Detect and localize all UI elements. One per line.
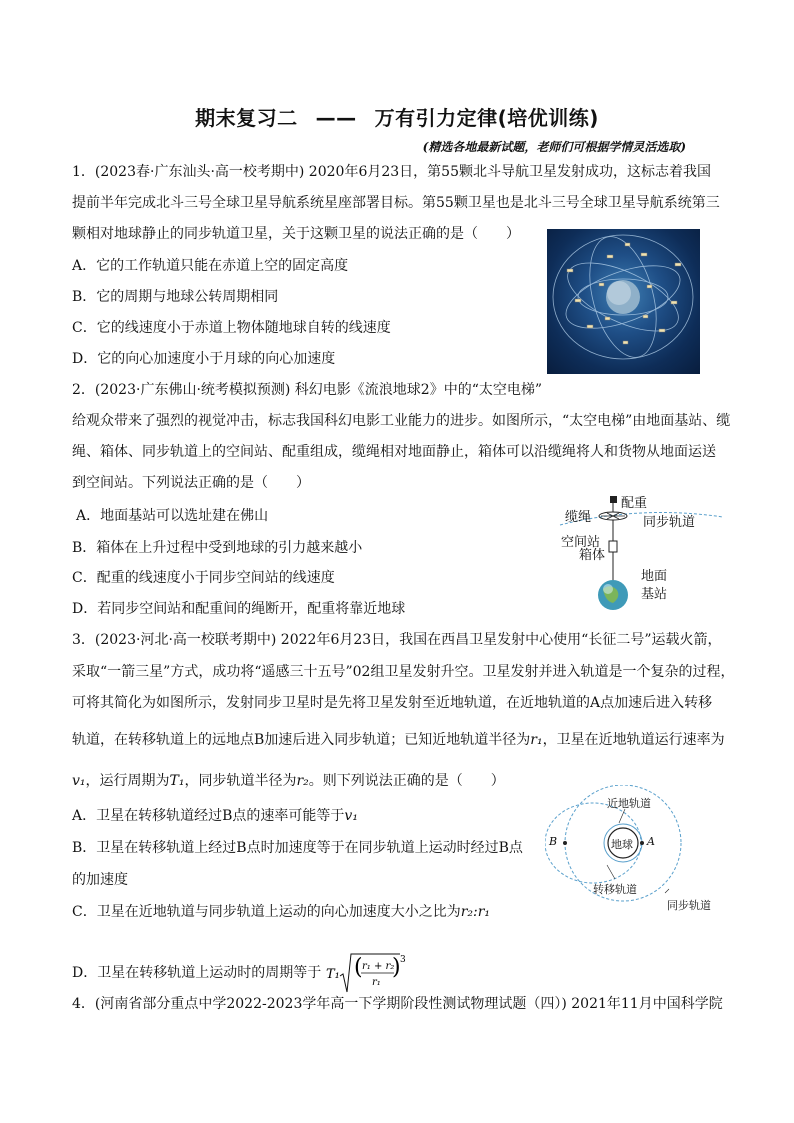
svg-text:T₁: T₁ bbox=[325, 967, 340, 982]
point-b bbox=[563, 841, 567, 845]
q1-line3: 颗相对地球静止的同步轨道卫星，关于这颗卫星的说法正确的是（ ） bbox=[72, 226, 520, 242]
q1-line1: 1．(2023春·广东汕头·高一校考期中) 2020年6月23日，第55颗北斗导航卫星发射成功，这标志着我国 bbox=[72, 164, 711, 180]
symbol-T1: T₁ bbox=[169, 773, 185, 789]
beidou-constellation-image bbox=[547, 229, 700, 374]
title-left: 期末复习二 bbox=[195, 106, 298, 130]
q3-option-b-line1: B．卫星在转移轨道上经过B点时加速度等于在同步轨道上运动时经过B点 bbox=[72, 840, 523, 856]
q2-option-d: D．若同步空间站和配重间的绳断开，配重将靠近地球 bbox=[72, 601, 406, 617]
label-ground2: 基站 bbox=[641, 587, 668, 602]
q3-option-c: C．卫星在近地轨道与同步轨道上运动的向心加速度大小之比为r₂:r₁ bbox=[72, 904, 491, 920]
svg-text:r₁ + r₂: r₁ + r₂ bbox=[361, 961, 395, 972]
q1-line2: 提前半年完成北斗三号全球卫星导航系统星座部署目标。第55颗卫星也是北斗三号全球卫星导航系统第三 bbox=[72, 195, 720, 211]
q3-line3: 可将其简化为如图所示，发射同步卫星时是先将卫星发射至近地轨道，在近地轨道的A点加速后进入转移 bbox=[72, 695, 713, 711]
svg-text:3: 3 bbox=[399, 955, 406, 965]
label-a: A bbox=[647, 835, 655, 848]
q2-option-b: B．箱体在上升过程中受到地球的引力越来越小 bbox=[72, 540, 363, 556]
label-box: 箱体 bbox=[579, 548, 606, 563]
counterweight-icon bbox=[610, 496, 617, 503]
title-dash: —— bbox=[315, 106, 357, 130]
q3-line5: v₁，运行周期为T₁，同步轨道半径为r₂。则下列说法正确的是（ ） bbox=[72, 773, 505, 789]
title-right: 万有引力定律(培优训练) bbox=[374, 106, 599, 130]
q2-line2: 给观众带来了强烈的视觉冲击，标志我国科幻电影工业能力的进步。如图所示，“太空电梯”由地面基站、缆 bbox=[72, 413, 731, 429]
orbit-transfer-figure bbox=[545, 785, 725, 915]
q2-line3: 绳、箱体、同步轨道上的空间站、配重组成，缆绳相对地面静止，箱体可以沿缆绳将人和货物从地面运送 bbox=[72, 444, 716, 460]
q3-option-b-line2: 的加速度 bbox=[72, 872, 128, 888]
q3-line2: 采取“一箭三星”方式，成功将“遥感三十五号”02组卫星发射升空。卫星发射并进入轨道是一个复杂的过程， bbox=[72, 664, 735, 680]
svg-text:(: ( bbox=[353, 955, 363, 980]
label-transfer-orbit: 转移轨道 bbox=[593, 883, 637, 896]
period-formula bbox=[326, 948, 408, 998]
elevator-box-icon bbox=[609, 541, 617, 552]
label-sync-orbit: 同步轨道 bbox=[667, 899, 711, 912]
q2-line1: 2．(2023·广东佛山·统考模拟预测) 科幻电影《流浪地球2》中的“太空电梯” bbox=[72, 382, 543, 398]
q2-line4: 到空间站。下列说法正确的是（ ） bbox=[72, 475, 310, 491]
label-cable: 缆绳 bbox=[565, 510, 592, 525]
q3-line4: 轨道，在转移轨道上的远地点B加速后进入同步轨道；已知近地轨道半径为r₁，卫星在近地轨道运行速率为 bbox=[72, 732, 725, 748]
label-sync-orbit: 同步轨道 bbox=[643, 515, 696, 530]
svg-text:r₁: r₁ bbox=[371, 977, 381, 988]
symbol-r2: r₂ bbox=[296, 773, 309, 789]
label-earth: 地球 bbox=[611, 838, 633, 851]
label-b: B bbox=[549, 835, 558, 848]
label-station: 空间站 bbox=[561, 535, 601, 550]
q4-line1: 4．(河南省部分重点中学2022-2023学年高一下学期阶段性测试物理试题（四）) 2021年11月中国科学院 bbox=[72, 996, 723, 1012]
point-a bbox=[640, 841, 644, 845]
q3-line1: 3．(2023·河北·高一校联考期中) 2022年6月23日，我国在西昌卫星发射中心使用“长征二号”运载火箭， bbox=[72, 632, 722, 648]
space-elevator-figure bbox=[555, 495, 725, 615]
q2-option-c: C．配重的线速度小于同步空间站的线速度 bbox=[72, 570, 335, 586]
page-title bbox=[0, 102, 794, 131]
q1-option-d: D．它的向心加速度小于月球的向心加速度 bbox=[72, 351, 336, 367]
constellation-illustration bbox=[547, 229, 700, 374]
q3-option-a: A．卫星在转移轨道经过B点的速率可能等于v₁ bbox=[72, 808, 358, 824]
q1-option-c: C．它的线速度小于赤道上物体随地球自转的线速度 bbox=[72, 320, 391, 336]
svg-text:): ) bbox=[391, 955, 401, 980]
page-subtitle: (精选各地最新试题，老师们可根据学情灵活选取) bbox=[422, 140, 686, 154]
symbol-v1: v₁ bbox=[72, 773, 86, 789]
q1-option-b: B．它的周期与地球公转周期相同 bbox=[72, 289, 279, 305]
q2-option-a: A．地面基站可以选址建在佛山 bbox=[76, 508, 269, 524]
label-ground1: 地面 bbox=[641, 569, 668, 584]
label-counterweight: 配重 bbox=[621, 496, 648, 511]
q3-option-d: D．卫星在转移轨道上运动时的周期等于 T₁ ( r₁ + r₂ r₁ ) 3 bbox=[72, 948, 408, 998]
q1-option-a: A．它的工作轨道只能在赤道上空的固定高度 bbox=[72, 258, 349, 274]
symbol-r1: r₁ bbox=[530, 732, 543, 748]
label-near-orbit: 近地轨道 bbox=[607, 797, 651, 810]
